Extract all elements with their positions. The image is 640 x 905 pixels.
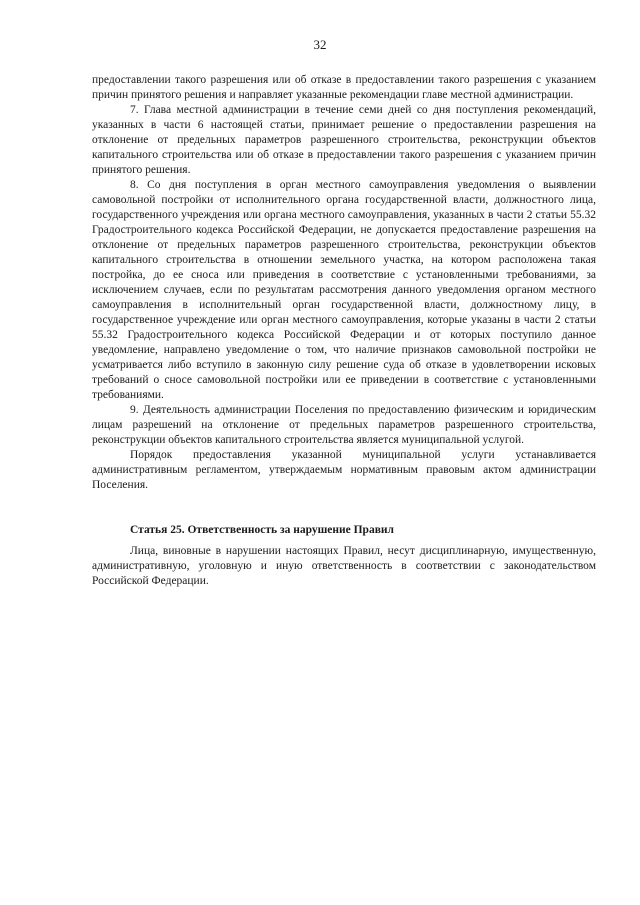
article-25-text: Лица, виновные в нарушении настоящих Правил, несут дисциплинарную, имущественную, административную, уголовную и иную ответственность в соответствии с законодательством Российской Федерации. — [92, 545, 596, 587]
article-25-title: Статья 25. Ответственность за нарушение Правил — [130, 524, 394, 536]
paragraph-9-procedure: Порядок предоставления указанной муниципальной услуги устанавливается административным регламентом, утверждаемым нормативным правовым актом администрации Поселения. — [92, 449, 596, 491]
paragraph-8: 8. Со дня поступления в орган местного самоуправления уведомления о выявлении самовольной постройки от исполнительного органа государственной власти, должностного лица, государственного учреждения или органа местного самоуправления, указанных в части 2 статьи 55.32 Градостроительного кодекса Российской Федерации, не допускается предоставление разрешения на отклонение от предельных параметров разрешенного строительства, реконструкции объектов капитального строительства в отношении земельного участка, на котором расположена такая постройка, до ее сноса или приведения в соответствие с установленными требованиями, за исключением случаев, если по результатам рассмотрения данного уведомления органом местного самоуправления в исполнительный орган государственной власти, должностному лицу, в государственное учреждение или орган местного самоуправления, которые указаны в части 2 статьи 55.32 Градостроительного кодекса Российской Федерации и от которых поступило данное уведомление, направлено уведомление о том, что наличие признаков самовольной постройки не усматривается либо вступило в законную силу решение суда об отказе в удовлетворении исковых требований о сносе самовольной постройки или ее приведении в соответствие с установленными требованиями. — [92, 179, 596, 401]
paragraph-9: 9. Деятельность администрации Поселения по предоставлению физическим и юридическим лицам разрешений на отклонение от предельных параметров разрешенного строительства, реконструкции объектов капитального строительства является муниципальной услугой. — [92, 404, 596, 446]
document-body — [92, 73, 596, 589]
page-number: 32 — [313, 37, 327, 52]
paragraph-continuation: предоставлении такого разрешения или об отказе в предоставлении такого разрешения с указанием причин принятого решения и направляет указанные рекомендации главе местной администрации. — [92, 74, 596, 101]
paragraph-7: 7. Глава местной администрации в течение семи дней со дня поступления рекомендаций, указанных в части 6 настоящей статьи, принимает решение о предоставлении разрешения на отклонение от предельных параметров разрешенного строительства, реконструкции объектов капитального строительства или об отказе в предоставлении такого разрешения с указанием причин принятого решения. — [92, 104, 596, 176]
